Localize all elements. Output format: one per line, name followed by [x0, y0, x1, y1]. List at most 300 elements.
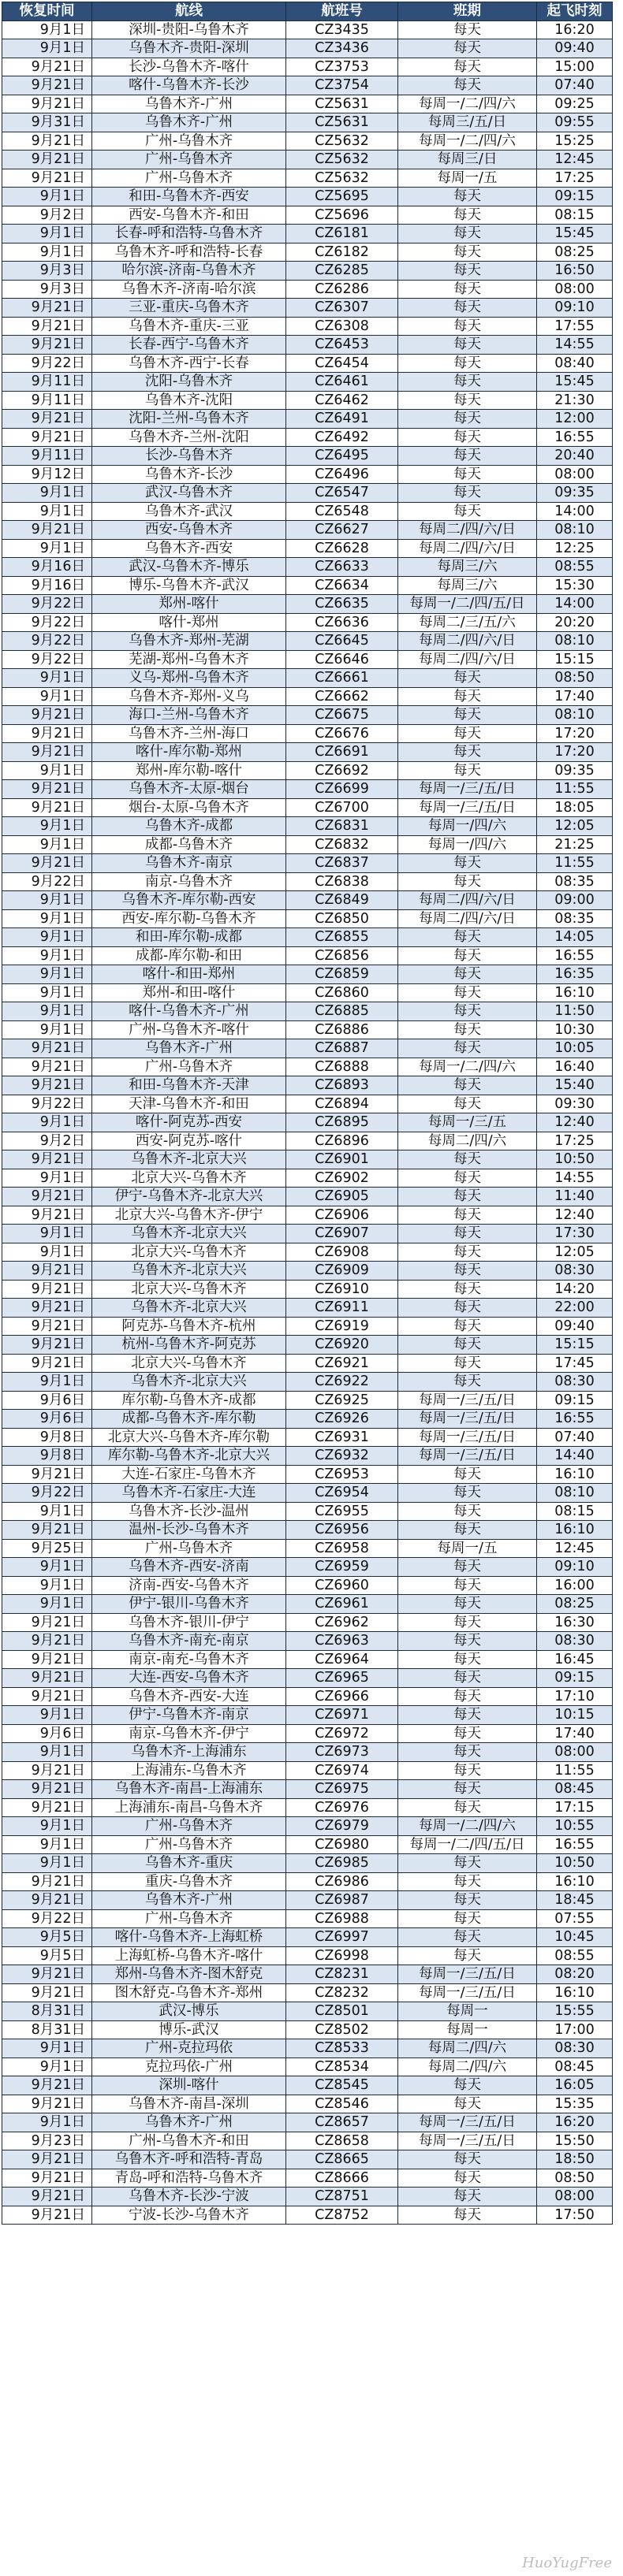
schedule-days-cell: 每天 — [398, 1002, 537, 1021]
departure-time-cell: 08:25 — [537, 1595, 613, 1614]
schedule-days-cell: 每天 — [398, 2095, 537, 2113]
table-row — [2, 1539, 613, 1558]
departure-time-cell: 08:00 — [537, 280, 613, 299]
departure-time-cell: 12:05 — [537, 817, 613, 836]
flight-number-cell: CZ6837 — [286, 854, 398, 873]
resume-date-cell: 9月1日 — [2, 1243, 92, 1262]
resume-date-cell: 9月22日 — [2, 1095, 92, 1113]
resume-date-cell: 9月1日 — [2, 669, 92, 688]
resume-date-cell: 9月1日 — [2, 2039, 92, 2058]
departure-time-cell: 09:35 — [537, 761, 613, 780]
table-row — [2, 983, 613, 1002]
flight-number-cell: CZ6971 — [286, 1706, 398, 1725]
schedule-days-cell: 每周一/三/五/日 — [398, 798, 537, 817]
resume-date-cell: 9月21日 — [2, 1891, 92, 1910]
schedule-days-cell: 每天 — [398, 1188, 537, 1206]
route-cell: 伊宁-乌鲁木齐-北京大兴 — [92, 1188, 286, 1206]
table-row — [2, 1891, 613, 1910]
departure-time-cell: 09:15 — [537, 1391, 613, 1410]
resume-date-cell: 9月22日 — [2, 650, 92, 669]
resume-date-cell: 9月21日 — [2, 1983, 92, 2002]
departure-time-cell: 10:45 — [537, 1928, 613, 1947]
table-row — [2, 1002, 613, 1021]
departure-time-cell: 09:00 — [537, 891, 613, 910]
header-schedule-days: 班期 — [398, 2, 537, 21]
departure-time-cell: 16:10 — [537, 983, 613, 1002]
route-cell: 广州-乌鲁木齐 — [92, 1909, 286, 1928]
flight-number-cell: CZ6859 — [286, 965, 398, 984]
table-row — [2, 317, 613, 336]
flight-number-cell: CZ6675 — [286, 706, 398, 725]
route-cell: 长春-呼和浩特-乌鲁木齐 — [92, 225, 286, 243]
departure-time-cell: 12:40 — [537, 1113, 613, 1132]
flight-number-cell: CZ6181 — [286, 225, 398, 243]
table-row — [2, 1447, 613, 1466]
departure-time-cell: 16:20 — [537, 2113, 613, 2132]
table-row — [2, 1113, 613, 1132]
schedule-days-cell: 每周二/三/五/六 — [398, 613, 537, 632]
departure-time-cell: 08:50 — [537, 669, 613, 688]
resume-date-cell: 9月21日 — [2, 1150, 92, 1169]
route-cell: 乌鲁木齐-呼和浩特-长春 — [92, 243, 286, 262]
table-row — [2, 2020, 613, 2039]
table-row — [2, 909, 613, 928]
flight-number-cell: CZ5695 — [286, 188, 398, 206]
schedule-days-cell: 每天 — [398, 391, 537, 410]
table-row — [2, 113, 613, 132]
flight-number-cell: CZ6960 — [286, 1576, 398, 1595]
departure-time-cell: 14:05 — [537, 928, 613, 947]
route-cell: 宁波-长沙-乌鲁木齐 — [92, 2206, 286, 2225]
route-cell: 天津-乌鲁木齐-和田 — [92, 1095, 286, 1113]
resume-date-cell: 9月1日 — [2, 946, 92, 965]
schedule-days-cell: 每周二/四/六 — [398, 2057, 537, 2076]
resume-date-cell: 9月1日 — [2, 928, 92, 947]
resume-date-cell: 9月1日 — [2, 1706, 92, 1725]
schedule-days-cell: 每天 — [398, 2206, 537, 2225]
schedule-days-cell: 每周二/四/六/日 — [398, 521, 537, 540]
route-cell: 喀什-乌鲁木齐-上海虹桥 — [92, 1928, 286, 1947]
schedule-days-cell: 每周一/四/六 — [398, 835, 537, 854]
resume-date-cell: 9月21日 — [2, 428, 92, 447]
table-row — [2, 1613, 613, 1632]
departure-time-cell: 11:40 — [537, 1188, 613, 1206]
departure-time-cell: 21:25 — [537, 835, 613, 854]
resume-date-cell: 9月21日 — [2, 1280, 92, 1299]
route-cell: 乌鲁木齐-银川-伊宁 — [92, 1613, 286, 1632]
route-cell: 乌鲁木齐-长沙-宁波 — [92, 2188, 286, 2206]
flight-number-cell: CZ6919 — [286, 1317, 398, 1336]
route-cell: 南京-南充-乌鲁木齐 — [92, 1650, 286, 1669]
route-cell: 青岛-呼和浩特-乌鲁木齐 — [92, 2169, 286, 2188]
departure-time-cell: 10:50 — [537, 1854, 613, 1873]
flight-number-cell: CZ6887 — [286, 1039, 398, 1058]
table-row — [2, 576, 613, 595]
flight-number-cell: CZ6959 — [286, 1558, 398, 1577]
table-row — [2, 1206, 613, 1225]
departure-time-cell: 09:15 — [537, 1669, 613, 1688]
departure-time-cell: 08:40 — [537, 354, 613, 373]
table-row — [2, 391, 613, 410]
table-row — [2, 1521, 613, 1540]
table-row — [2, 299, 613, 318]
resume-date-cell: 9月1日 — [2, 539, 92, 558]
route-cell: 沈阳-乌鲁木齐 — [92, 373, 286, 392]
route-cell: 广州-乌鲁木齐 — [92, 132, 286, 151]
departure-time-cell: 14:40 — [537, 1447, 613, 1466]
schedule-days-cell: 每天 — [398, 1243, 537, 1262]
table-row — [2, 1854, 613, 1873]
resume-date-cell: 8月31日 — [2, 2020, 92, 2039]
departure-time-cell: 08:55 — [537, 1946, 613, 1965]
departure-time-cell: 15:15 — [537, 650, 613, 669]
resume-date-cell: 9月21日 — [2, 1039, 92, 1058]
flight-number-cell: CZ6832 — [286, 835, 398, 854]
schedule-days-cell: 每天 — [398, 872, 537, 891]
schedule-days-cell: 每天 — [398, 1891, 537, 1910]
route-cell: 博乐-武汉 — [92, 2020, 286, 2039]
flight-number-cell: CZ6699 — [286, 780, 398, 799]
departure-time-cell: 08:00 — [537, 1743, 613, 1762]
schedule-days-cell: 每周三/六 — [398, 558, 537, 577]
flight-number-cell: CZ6925 — [286, 1391, 398, 1410]
departure-time-cell: 09:30 — [537, 1095, 613, 1113]
schedule-days-cell: 每天 — [398, 1854, 537, 1873]
departure-time-cell: 07:55 — [537, 1909, 613, 1928]
schedule-days-cell: 每周一/四/六 — [398, 817, 537, 836]
schedule-days-cell: 每天 — [398, 669, 537, 688]
route-cell: 广州-乌鲁木齐 — [92, 1539, 286, 1558]
route-cell: 乌鲁木齐-西宁-长春 — [92, 354, 286, 373]
table-row — [2, 2113, 613, 2132]
route-cell: 广州-乌鲁木齐 — [92, 151, 286, 169]
flight-number-cell: CZ6920 — [286, 1336, 398, 1355]
resume-date-cell: 9月11日 — [2, 447, 92, 466]
resume-date-cell: 9月11日 — [2, 391, 92, 410]
schedule-days-cell: 每周一 — [398, 2002, 537, 2021]
resume-date-cell: 9月1日 — [2, 243, 92, 262]
flight-number-cell: CZ6956 — [286, 1521, 398, 1540]
route-cell: 乌鲁木齐-上海浦东 — [92, 1743, 286, 1762]
flight-number-cell: CZ6850 — [286, 909, 398, 928]
departure-time-cell: 08:10 — [537, 521, 613, 540]
flight-number-cell: CZ8502 — [286, 2020, 398, 2039]
flight-number-cell: CZ6885 — [286, 1002, 398, 1021]
table-row — [2, 1780, 613, 1799]
table-row — [2, 1225, 613, 1243]
schedule-days-cell: 每天 — [398, 299, 537, 318]
schedule-days-cell: 每天 — [398, 1706, 537, 1725]
header-flight-number: 航班号 — [286, 2, 398, 21]
departure-time-cell: 09:40 — [537, 39, 613, 58]
resume-date-cell: 9月3日 — [2, 262, 92, 281]
schedule-days-cell: 每天 — [398, 743, 537, 762]
schedule-days-cell: 每周一/三/五/日 — [398, 1983, 537, 2002]
resume-date-cell: 9月1日 — [2, 965, 92, 984]
schedule-days-cell: 每天 — [398, 1502, 537, 1521]
schedule-days-cell: 每天 — [398, 188, 537, 206]
table-row — [2, 1928, 613, 1947]
flight-number-cell: CZ6453 — [286, 336, 398, 355]
schedule-days-cell: 每周二/四/六 — [398, 2039, 537, 2058]
departure-time-cell: 09:10 — [537, 1558, 613, 1577]
resume-date-cell: 9月21日 — [2, 317, 92, 336]
departure-time-cell: 16:50 — [537, 262, 613, 281]
table-row — [2, 1983, 613, 2002]
schedule-days-cell: 每天 — [398, 1632, 537, 1651]
flight-number-cell: CZ6182 — [286, 243, 398, 262]
resume-date-cell: 8月31日 — [2, 2002, 92, 2021]
departure-time-cell: 10:05 — [537, 1039, 613, 1058]
schedule-days-cell: 每天 — [398, 1095, 537, 1113]
resume-date-cell: 9月5日 — [2, 1928, 92, 1947]
table-row — [2, 650, 613, 669]
table-row — [2, 835, 613, 854]
schedule-days-cell: 每周一 — [398, 2020, 537, 2039]
table-row — [2, 1909, 613, 1928]
route-cell: 博乐-乌鲁木齐-武汉 — [92, 576, 286, 595]
flight-number-cell: CZ6491 — [286, 410, 398, 429]
resume-date-cell: 9月21日 — [2, 169, 92, 188]
route-cell: 义乌-郑州-乌鲁木齐 — [92, 669, 286, 688]
flight-number-cell: CZ6676 — [286, 724, 398, 743]
departure-time-cell: 16:45 — [537, 1650, 613, 1669]
schedule-days-cell: 每天 — [398, 1928, 537, 1947]
schedule-days-cell: 每天 — [398, 1262, 537, 1281]
route-cell: 喀什-库尔勒-郑州 — [92, 743, 286, 762]
departure-time-cell: 14:55 — [537, 336, 613, 355]
route-cell: 乌鲁木齐-广州 — [92, 2113, 286, 2132]
schedule-days-cell: 每天 — [398, 1225, 537, 1243]
table-row — [2, 1835, 613, 1854]
table-row — [2, 1280, 613, 1299]
resume-date-cell: 9月1日 — [2, 817, 92, 836]
table-row — [2, 336, 613, 355]
resume-date-cell: 9月21日 — [2, 724, 92, 743]
table-row — [2, 447, 613, 466]
flight-number-cell: CZ6986 — [286, 1872, 398, 1891]
table-row — [2, 1428, 613, 1447]
route-cell: 和田-库尔勒-成都 — [92, 928, 286, 947]
resume-date-cell: 9月21日 — [2, 2076, 92, 2095]
table-row — [2, 743, 613, 762]
route-cell: 伊宁-乌鲁木齐-南京 — [92, 1706, 286, 1725]
resume-date-cell: 9月1日 — [2, 1225, 92, 1243]
route-cell: 烟台-太原-乌鲁木齐 — [92, 798, 286, 817]
route-cell: 乌鲁木齐-南昌-深圳 — [92, 2095, 286, 2113]
resume-date-cell: 9月21日 — [2, 1076, 92, 1095]
flight-number-cell: CZ6988 — [286, 1909, 398, 1928]
flight-number-cell: CZ6286 — [286, 280, 398, 299]
table-row — [2, 2039, 613, 2058]
schedule-days-cell: 每天 — [398, 1280, 537, 1299]
schedule-days-cell: 每天 — [398, 206, 537, 225]
flight-number-cell: CZ6646 — [286, 650, 398, 669]
departure-time-cell: 08:30 — [537, 2039, 613, 2058]
departure-time-cell: 21:30 — [537, 391, 613, 410]
resume-date-cell: 9月1日 — [2, 1020, 92, 1039]
schedule-days-cell: 每天 — [398, 1743, 537, 1762]
departure-time-cell: 18:50 — [537, 2150, 613, 2169]
resume-date-cell: 9月21日 — [2, 1632, 92, 1651]
flight-number-cell: CZ6461 — [286, 373, 398, 392]
departure-time-cell: 09:15 — [537, 188, 613, 206]
schedule-days-cell: 每周一/二/四/六 — [398, 95, 537, 113]
flight-number-cell: CZ8545 — [286, 2076, 398, 2095]
table-row — [2, 76, 613, 95]
route-cell: 武汉-博乐 — [92, 2002, 286, 2021]
resume-date-cell: 9月1日 — [2, 1595, 92, 1614]
schedule-days-cell: 每天 — [398, 983, 537, 1002]
table-row — [2, 872, 613, 891]
resume-date-cell: 9月1日 — [2, 188, 92, 206]
schedule-days-cell: 每天 — [398, 1780, 537, 1799]
resume-date-cell: 9月21日 — [2, 2169, 92, 2188]
flight-number-cell: CZ6963 — [286, 1632, 398, 1651]
schedule-days-cell: 每天 — [398, 1687, 537, 1706]
route-cell: 乌鲁木齐-南昌-上海浦东 — [92, 1780, 286, 1799]
resume-date-cell: 9月1日 — [2, 39, 92, 58]
route-cell: 郑州-乌鲁木齐-图木舒克 — [92, 1965, 286, 1984]
route-cell: 乌鲁木齐-广州 — [92, 1891, 286, 1910]
flight-number-cell: CZ6953 — [286, 1465, 398, 1484]
table-row — [2, 780, 613, 799]
route-cell: 长沙-乌鲁木齐-喀什 — [92, 58, 286, 76]
route-cell: 和田-乌鲁木齐-西安 — [92, 188, 286, 206]
schedule-days-cell: 每天 — [398, 1558, 537, 1577]
schedule-days-cell: 每天 — [398, 1076, 537, 1095]
schedule-days-cell: 每天 — [398, 1521, 537, 1540]
schedule-days-cell: 每天 — [398, 946, 537, 965]
resume-date-cell: 9月21日 — [2, 1965, 92, 1984]
route-cell: 广州-乌鲁木齐 — [92, 1058, 286, 1076]
departure-time-cell: 15:40 — [537, 1076, 613, 1095]
departure-time-cell: 08:30 — [537, 1262, 613, 1281]
schedule-days-cell: 每天 — [398, 854, 537, 873]
flight-number-cell: CZ6636 — [286, 613, 398, 632]
departure-time-cell: 14:55 — [537, 1169, 613, 1188]
schedule-days-cell: 每天 — [398, 465, 537, 484]
departure-time-cell: 08:25 — [537, 243, 613, 262]
departure-time-cell: 08:55 — [537, 558, 613, 577]
flight-number-cell: CZ6922 — [286, 1373, 398, 1392]
resume-date-cell: 9月1日 — [2, 225, 92, 243]
table-row — [2, 928, 613, 947]
schedule-days-cell: 每天 — [398, 1465, 537, 1484]
flight-number-cell: CZ3435 — [286, 20, 398, 39]
table-row — [2, 39, 613, 58]
departure-time-cell: 16:35 — [537, 965, 613, 984]
departure-time-cell: 18:45 — [537, 1891, 613, 1910]
table-row — [2, 1299, 613, 1318]
table-row — [2, 669, 613, 688]
resume-date-cell: 9月21日 — [2, 1262, 92, 1281]
table-row — [2, 1169, 613, 1188]
resume-date-cell: 9月1日 — [2, 1835, 92, 1854]
departure-time-cell: 16:00 — [537, 1576, 613, 1595]
schedule-days-cell: 每天 — [398, 428, 537, 447]
flight-number-cell: CZ6860 — [286, 983, 398, 1002]
resume-date-cell: 9月1日 — [2, 1169, 92, 1188]
resume-date-cell: 9月21日 — [2, 58, 92, 76]
resume-date-cell: 9月22日 — [2, 613, 92, 632]
departure-time-cell: 08:35 — [537, 909, 613, 928]
route-cell: 广州-克拉玛依 — [92, 2039, 286, 2058]
flight-number-cell: CZ6307 — [286, 299, 398, 318]
route-cell: 西安-阿克苏-喀什 — [92, 1132, 286, 1150]
flight-number-cell: CZ6454 — [286, 354, 398, 373]
flight-number-cell: CZ6661 — [286, 669, 398, 688]
resume-date-cell: 9月1日 — [2, 835, 92, 854]
flight-number-cell: CZ6980 — [286, 1835, 398, 1854]
table-row — [2, 1020, 613, 1039]
schedule-days-cell: 每天 — [398, 1484, 537, 1503]
route-cell: 深圳-贵阳-乌鲁木齐 — [92, 20, 286, 39]
route-cell: 乌鲁木齐-太原-烟台 — [92, 780, 286, 799]
flight-number-cell: CZ8658 — [286, 2132, 398, 2150]
schedule-days-cell: 每天 — [398, 225, 537, 243]
route-cell: 上海虹桥-乌鲁木齐-喀什 — [92, 1946, 286, 1965]
departure-time-cell: 17:20 — [537, 743, 613, 762]
flight-number-cell: CZ6932 — [286, 1447, 398, 1466]
departure-time-cell: 12:40 — [537, 1206, 613, 1225]
flight-number-cell: CZ6921 — [286, 1354, 398, 1373]
route-cell: 图木舒克-乌鲁木齐-郑州 — [92, 1983, 286, 2002]
schedule-days-cell: 每天 — [398, 1613, 537, 1632]
schedule-days-cell: 每天 — [398, 1169, 537, 1188]
route-cell: 沈阳-兰州-乌鲁木齐 — [92, 410, 286, 429]
table-row — [2, 2206, 613, 2225]
resume-date-cell: 9月21日 — [2, 1669, 92, 1688]
table-row — [2, 132, 613, 151]
schedule-days-cell: 每周一/三/五/日 — [398, 1428, 537, 1447]
departure-time-cell: 15:35 — [537, 2095, 613, 2113]
schedule-days-cell: 每天 — [398, 1039, 537, 1058]
departure-time-cell: 09:55 — [537, 113, 613, 132]
flight-number-cell: CZ6908 — [286, 1243, 398, 1262]
departure-time-cell: 15:45 — [537, 225, 613, 243]
table-row — [2, 1576, 613, 1595]
resume-date-cell: 9月21日 — [2, 2150, 92, 2169]
table-row — [2, 1465, 613, 1484]
resume-date-cell: 9月12日 — [2, 465, 92, 484]
flight-number-cell: CZ6909 — [286, 1262, 398, 1281]
route-cell: 乌鲁木齐-呼和浩特-青岛 — [92, 2150, 286, 2169]
flight-number-cell: CZ6548 — [286, 502, 398, 521]
resume-date-cell: 9月1日 — [2, 891, 92, 910]
table-row — [2, 484, 613, 503]
table-row — [2, 1724, 613, 1743]
resume-date-cell: 9月23日 — [2, 2132, 92, 2150]
departure-time-cell: 17:15 — [537, 1798, 613, 1817]
resume-date-cell: 9月1日 — [2, 1113, 92, 1132]
departure-time-cell: 14:00 — [537, 595, 613, 614]
departure-time-cell: 08:30 — [537, 1373, 613, 1392]
flight-number-cell: CZ6831 — [286, 817, 398, 836]
flight-number-cell: CZ6906 — [286, 1206, 398, 1225]
route-cell: 南京-乌鲁木齐-伊宁 — [92, 1724, 286, 1743]
schedule-days-cell: 每天 — [398, 410, 537, 429]
resume-date-cell: 9月21日 — [2, 1206, 92, 1225]
flight-number-cell: CZ6886 — [286, 1020, 398, 1039]
table-row — [2, 1595, 613, 1614]
route-cell: 三亚-重庆-乌鲁木齐 — [92, 299, 286, 318]
route-cell: 上海浦东-南昌-乌鲁木齐 — [92, 1798, 286, 1817]
table-row — [2, 1243, 613, 1262]
flight-number-cell: CZ6965 — [286, 1669, 398, 1688]
schedule-days-cell: 每天 — [398, 1872, 537, 1891]
resume-date-cell: 9月21日 — [2, 1780, 92, 1799]
